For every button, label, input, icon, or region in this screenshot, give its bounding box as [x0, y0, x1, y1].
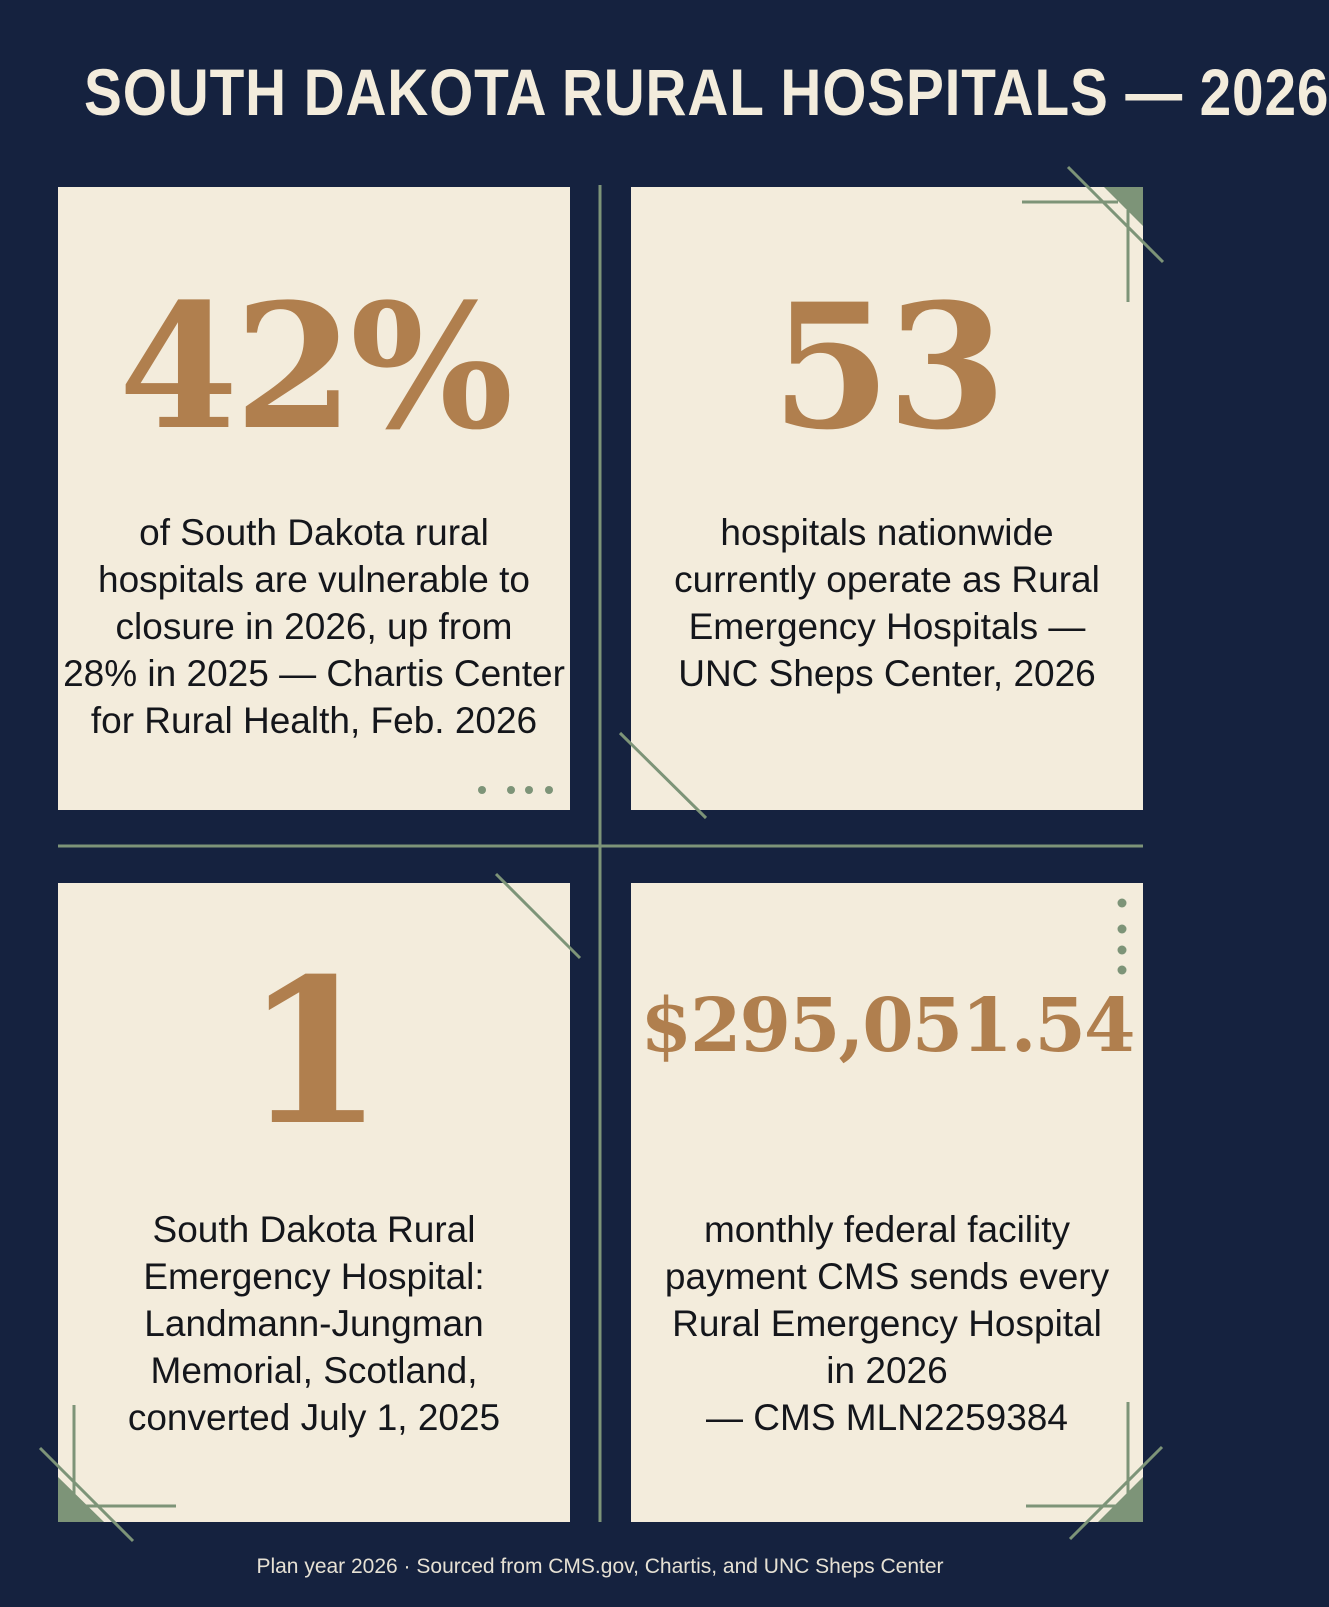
- stat-card-south-dakota-reh: [58, 883, 570, 1522]
- description-line: currently operate as Rural: [674, 559, 1100, 600]
- description-line: Rural Emergency Hospital: [672, 1303, 1102, 1344]
- description-line: hospitals nationwide: [720, 512, 1054, 553]
- description-line: Memorial, Scotland,: [150, 1350, 478, 1391]
- description-line: converted July 1, 2025: [127, 1397, 501, 1438]
- description-line: — CMS MLN2259384: [706, 1397, 1068, 1438]
- stat-value: 1: [244, 935, 384, 1170]
- stat-card-rural-emergency-hospitals: [631, 187, 1143, 810]
- stat-description: [631, 1206, 1143, 1441]
- description-line: closure in 2026, up from: [115, 606, 513, 647]
- description-line: Landmann-Jungman: [144, 1303, 484, 1344]
- description-line: South Dakota Rural: [152, 1209, 476, 1250]
- source-footer: Plan year 2026 · Sourced from CMS.gov, Chartis, and UNC Sheps Center: [256, 1555, 944, 1578]
- page-title: SOUTH DAKOTA RURAL HOSPITALS — 2026: [84, 55, 1329, 129]
- stat-value: 42%: [118, 265, 510, 468]
- description-line: UNC Sheps Center, 2026: [678, 653, 1096, 694]
- description-line: for Rural Health, Feb. 2026: [90, 700, 538, 741]
- description-line: of South Dakota rural: [139, 512, 489, 553]
- stat-card-vulnerable-percent: [58, 187, 570, 810]
- stat-card-monthly-payment: [631, 883, 1143, 1522]
- description-line: Emergency Hospitals —: [688, 606, 1086, 647]
- description-line: Emergency Hospital:: [143, 1256, 485, 1297]
- stat-value: $295,051.54: [640, 983, 1134, 1069]
- description-line: monthly federal facility: [703, 1209, 1071, 1250]
- description-line: hospitals are vulnerable to: [98, 559, 530, 600]
- description-line: 28% in 2025 — Chartis Center: [63, 653, 565, 694]
- description-line: in 2026: [826, 1350, 948, 1391]
- stat-description: [58, 509, 570, 744]
- description-line: payment CMS sends every: [664, 1256, 1110, 1297]
- stat-value: 53: [771, 265, 1003, 468]
- stat-description: [58, 1206, 570, 1441]
- stat-description: [631, 509, 1143, 697]
